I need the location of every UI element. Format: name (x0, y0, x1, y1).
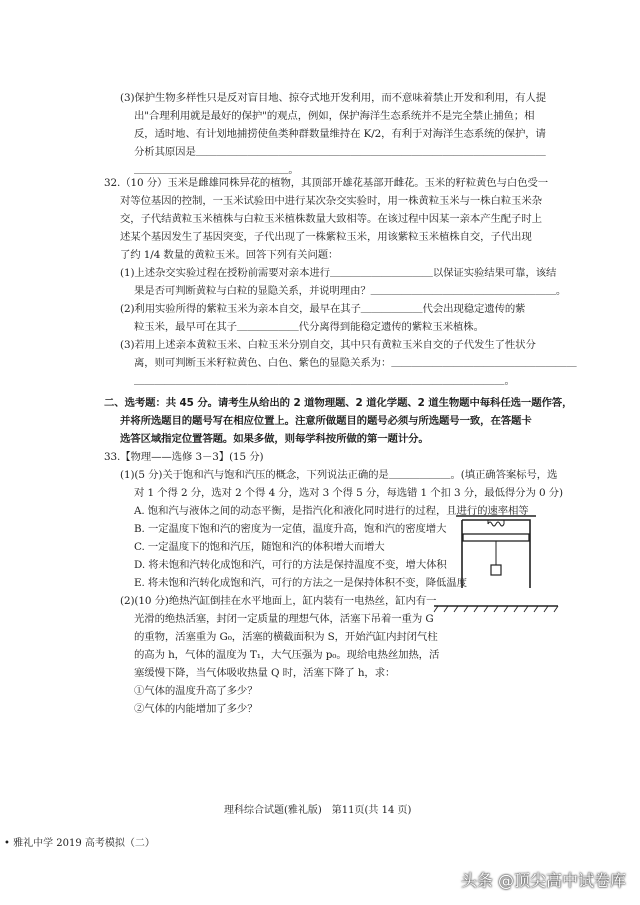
q33-option-c: C. 一定温度下的饱和汽压，随饱和汽的体积增大而增大 (134, 541, 385, 553)
q33-part2-line4: 的高为 h，气体的温度为 T₁，大气压强为 p₀。现给电热丝加热，活 (134, 649, 440, 661)
section-two-heading-line1: 二、选考题：共 45 分。请考生从给出的 2 道物理题、2 道化学题、2 道生物题中每科任选一题作答， (104, 397, 573, 409)
section-two-heading-line3: 选答区域指定位置答题。如果多做，则每学科按所做的第一题计分。 (120, 433, 429, 445)
q32-part1-line1: (1)上述杂交实验过程在授粉前需要对亲本进行＿＿＿＿＿＿＿＿＿＿以保证实验结果可靠，该结 (120, 267, 557, 279)
q32-part3-line2: 离，则可判断玉米籽粒黄色、白色、紫色的显隐关系为：＿＿＿＿＿＿＿＿＿＿＿＿＿＿＿＿＿＿ (134, 357, 577, 369)
q33-option-e: E. 将未饱和汽转化成饱和汽，可行的方法之一是保持体积不变，降低温度 (134, 577, 467, 589)
q33-part1-line2: 对 1 个得 2 分，选对 2 个得 4 分，选对 3 个得 5 分，每选错 1 个扣 3 分，最低得分为 0 分) (134, 487, 563, 499)
heating-wire (488, 520, 504, 526)
q33-part2-line5: 塞缓慢下降，当气体吸收热量 Q 时，活塞下降了 h，求： (134, 667, 396, 679)
q33-part2-line1: (2)(10 分)绝热汽缸倒挂在水平地面上，缸内装有一电热丝，缸内有一 (120, 595, 437, 607)
q33-option-d: D. 将未饱和汽转化成饱和汽，可行的方法是保持温度不变，增大体积 (134, 559, 447, 571)
q32-part3-line1: (3)若用上述亲本黄粒玉米、白粒玉米分别自交，其中只有黄粒玉米自交的子代发生了性状分 (120, 339, 536, 351)
q31-part3-line1: (3)保护生物多样性只是反对盲目地、掠夺式地开发利用，而不意味着禁止开发和利用，有人提 (120, 92, 547, 104)
q32-part1-line2: 果是否可判断黄粒与白粒的显隐关系，并说明理由？＿＿＿＿＿＿＿＿＿＿＿＿＿＿＿＿＿＿。 (134, 285, 567, 297)
q33-part2-line3: 的重物，活塞重为 G₀，活塞的横截面积为 S，开始汽缸内封闭气柱 (134, 631, 438, 643)
school-note: • 雅礼中学 2019 高考模拟（二） (4, 838, 155, 849)
q33-part2-line2: 光滑的绝热活塞，封闭一定质量的理想气体，活塞下吊着一重为 G (134, 613, 434, 625)
q32-part2-line2: 粒玉米，最早可在其子＿＿＿＿＿＿代分离得到能稳定遗传的紫粒玉米植株。 (134, 321, 484, 333)
q33-title: 33.【物理——选修 3－3】(15 分) (104, 451, 264, 463)
cylinder-diagram (432, 510, 560, 615)
hanging-weight (491, 565, 501, 575)
q32-part3-line3: ＿＿＿＿＿＿＿＿＿＿＿＿＿＿＿＿＿＿＿＿＿＿＿＿＿＿＿＿＿＿＿＿＿＿＿＿。 (134, 375, 515, 387)
section-two-heading-line2: 并将所选题目的题号写在相应位置上。注意所做题目的题号必须与所选题号一致，在答题卡 (120, 415, 532, 427)
page-footer: 理科综合试题(雅礼版) 第11页(共 14 页) (224, 805, 412, 816)
q31-part3-line5: ＿＿＿＿＿＿＿＿＿＿＿＿＿＿＿。 (134, 164, 299, 176)
q33-subq2: ②气体的内能增加了多少？ (134, 703, 258, 715)
q32-stem-line5: 了约 1/4 数量的黄粒玉米。回答下列有关问题： (120, 249, 339, 261)
ground-hatching (434, 606, 558, 612)
watermark: 头条 @顶尖高中试卷库 (460, 871, 626, 890)
q33-subq1: ①气体的温度升高了多少？ (134, 685, 258, 697)
q31-part3-line4: 分析其原因是＿＿＿＿＿＿＿＿＿＿＿＿＿＿＿＿＿＿＿＿＿＿＿＿＿＿＿＿＿＿＿＿＿＿ (134, 146, 546, 158)
q32-stem-line3: 交，子代结黄粒玉米植株与白粒玉米植株数量大致相等。在该过程中因某一亲本产生配子时上 (120, 213, 542, 225)
q33-option-a: A. 饱和汽与液体之间的动态平衡，是指汽化和液化同时进行的过程，且进行的速率相等 (134, 505, 529, 517)
q31-part3-line2: 出"合理利用就是最好的保护"的观点，例如，保护海洋生态系统并不是完全禁止捕鱼；相 (134, 110, 535, 122)
q32-stem-line1: 32.（10 分）玉米是雌雄同株异花的植物，其顶部开雄花基部开雌花。玉米的籽粒黄色与白色受一 (104, 177, 549, 189)
q32-part2-line1: (2)利用实验所得的紫粒玉米为亲本自交，最早在其子＿＿＿＿＿＿代会出现稳定遗传的紫 (120, 303, 526, 315)
q32-stem-line4: 述某个基因发生了基因突变，子代出现了一株紫粒玉米，用该紫粒玉米植株自交，子代出现 (120, 231, 532, 243)
piston (463, 534, 529, 541)
q33-option-b: B. 一定温度下饱和汽的密度为一定值，温度升高，饱和汽的密度增大 (134, 523, 447, 535)
q32-stem-line2: 对等位基因的控制，一玉米试验田中进行某次杂交实验时，用一株黄粒玉米与一株白粒玉米杂 (120, 195, 542, 207)
q33-part1-line1: (1)(5 分)关于饱和汽与饱和汽压的概念，下列说法正确的是＿＿＿＿＿＿。(填正确答案标号，选 (120, 469, 558, 481)
q31-part3-line3: 反，适时地、有计划地捕捞使鱼类种群数量维持在 K/2，有利于对海洋生态系统的保护，请 (134, 128, 546, 140)
